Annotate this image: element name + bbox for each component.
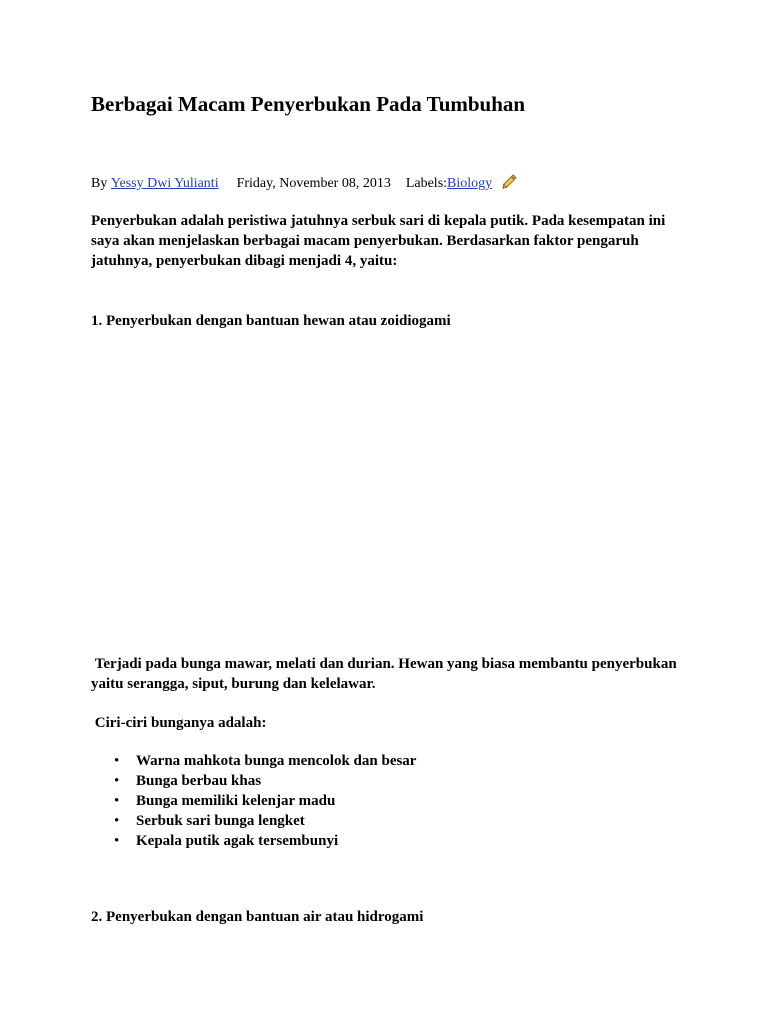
byline [91,175,519,193]
characteristics-list [91,751,416,851]
list-item: • Warna mahkota bunga mencolok dan besar [91,751,416,771]
characteristics-heading [91,713,266,733]
labels-label: Labels: [405,176,448,191]
section-2-heading: 2. Penyerbukan dengan bantuan air atau hidrogami [91,909,424,925]
list-item: • Kepala putik agak tersembunyi [91,831,416,851]
section-1-description [91,654,691,694]
post-date: Friday, November 08, 2013 [236,176,391,191]
intro-paragraph: Penyerbukan adalah peristiwa jatuhnya serbuk sari di kepala putik. Pada kesempatan ini saya akan menjelaskan berbagai macam penyerbukan. Berdasarkan faktor pengaruh jatuhnya, penyerbukan dibagi menjadi 4, yaitu: [91,213,666,269]
by-label: By [91,176,108,191]
list-item: • Bunga memiliki kelenjar madu [91,791,416,811]
pencil-icon[interactable] [501,172,519,190]
section-1-description-text: Terjadi pada bunga mawar, melati dan durian. Hewan yang biasa membantu penyerbukan yaitu serangga, siput, burung dan kelelawar. [91,656,677,692]
list-item: • Serbuk sari bunga lengket [91,811,416,831]
list-item: • Bunga berbau khas [91,771,416,791]
label-link-biology[interactable]: Biology [447,176,493,191]
article-title: Berbagai Macam Penyerbukan Pada Tumbuhan [91,92,526,116]
characteristics-heading-text: Ciri-ciri bunganya adalah: [94,715,267,731]
blank-figure-area [91,345,651,640]
author-link[interactable]: Yessy Dwi Yulianti [110,176,219,191]
section-1-heading: 1. Penyerbukan dengan bantuan hewan atau zoidiogami [91,313,451,329]
